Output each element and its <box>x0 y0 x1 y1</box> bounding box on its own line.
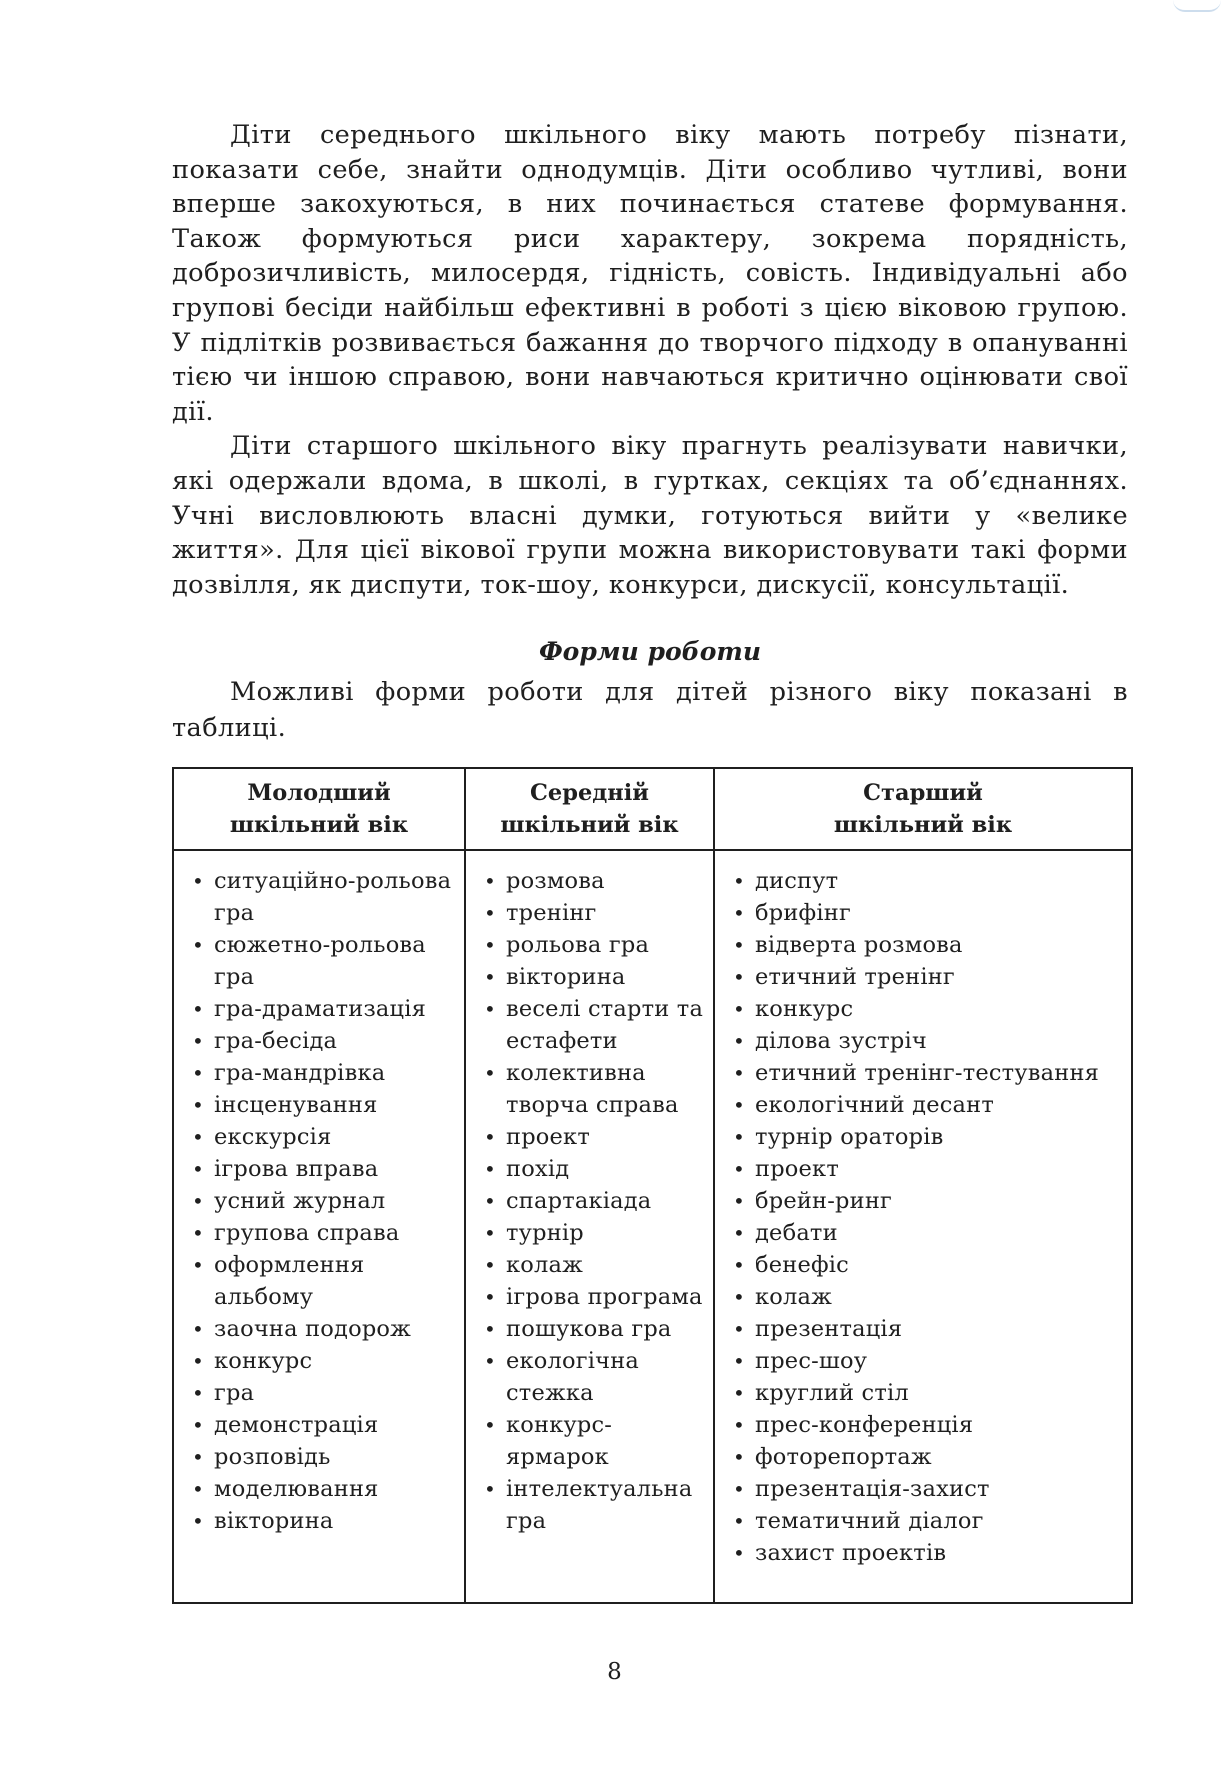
list-item: • відверта розмова <box>733 929 1131 961</box>
middle-forms-list <box>484 865 713 1537</box>
list-item: • пошукова гра <box>484 1313 713 1345</box>
list-item: • фоторепортаж <box>733 1441 1131 1473</box>
list-item: • конкурс <box>733 993 1131 1025</box>
list-item: • ділова зустріч <box>733 1025 1131 1057</box>
list-item: • прес-шоу <box>733 1345 1131 1377</box>
list-item: • розповідь <box>192 1441 464 1473</box>
list-item: • брифінг <box>733 897 1131 929</box>
senior-forms-list <box>733 865 1131 1569</box>
page-number: 8 <box>607 1659 622 1685</box>
list-item: • тренінг <box>484 897 713 929</box>
list-item: • рольова гра <box>484 929 713 961</box>
body-text <box>172 118 1128 602</box>
list-item: • вікторина <box>484 961 713 993</box>
table-row <box>173 850 1132 1603</box>
list-item: • круглий стіл <box>733 1377 1131 1409</box>
list-item: • проект <box>484 1121 713 1153</box>
list-item: • розмова <box>484 865 713 897</box>
list-item: • веселі старти та естафети <box>484 993 713 1057</box>
list-item: • дебати <box>733 1217 1131 1249</box>
column-junior-age <box>173 850 465 1603</box>
list-item: • екологічна стежка <box>484 1345 713 1409</box>
list-item: • екологічний десант <box>733 1089 1131 1121</box>
list-item: • конкурс-ярмарок <box>484 1409 713 1473</box>
section-title: Форми роботи <box>538 637 762 666</box>
list-item: • гра <box>192 1377 464 1409</box>
list-item: • похід <box>484 1153 713 1185</box>
header-senior-age: Старший шкільний вік <box>714 768 1132 850</box>
list-item: • усний журнал <box>192 1185 464 1217</box>
list-item: • ігрова програма <box>484 1281 713 1313</box>
column-middle-age <box>465 850 714 1603</box>
list-item: • ігрова вправа <box>192 1153 464 1185</box>
list-item: • групова справа <box>192 1217 464 1249</box>
list-item: • ситуаційно-рольова гра <box>192 865 464 929</box>
list-item: • турнір <box>484 1217 713 1249</box>
list-item: • колективна творча справа <box>484 1057 713 1121</box>
list-item: • моделювання <box>192 1473 464 1505</box>
list-item: • проект <box>733 1153 1131 1185</box>
list-item: • колаж <box>484 1249 713 1281</box>
list-item: • конкурс <box>192 1345 464 1377</box>
list-item: • спартакіада <box>484 1185 713 1217</box>
header-junior-age: Молодший шкільний вік <box>173 768 465 850</box>
list-item: • оформлення альбому <box>192 1249 464 1313</box>
list-item: • вікторина <box>192 1505 464 1537</box>
list-item: • захист проектів <box>733 1537 1131 1569</box>
header-middle-age: Середній шкільний вік <box>465 768 714 850</box>
list-item: • гра-бесіда <box>192 1025 464 1057</box>
list-item: • турнір ораторів <box>733 1121 1131 1153</box>
list-item: • гра-драматизація <box>192 993 464 1025</box>
paragraph-middle-school-age: Діти середнього шкільного віку мають потребу пізнати, показати себе, знайти однодумців. Діти особливо чутливі, вони вперше закохуються, в них починається статеве формування. Також формуються риси характеру, зокрема порядність, доброзичливість, милосердя, гідність, совість. Індивідуальні або групові бесіди найбільш ефективні в роботі з цією віковою групою. У підлітків розвивається бажання до творчого підходу в опануванні тією чи іншою справою, вони навчаються критично оцінювати свої дії. <box>172 120 1128 427</box>
list-item: • заочна подорож <box>192 1313 464 1345</box>
list-item: • тематичний діалог <box>733 1505 1131 1537</box>
list-item: • сюжетно-рольова гра <box>192 929 464 993</box>
junior-forms-list <box>192 865 464 1537</box>
list-item: • бенефіс <box>733 1249 1131 1281</box>
list-item: • етичний тренінг-тестування <box>733 1057 1131 1089</box>
list-item: • інсценування <box>192 1089 464 1121</box>
table-intro: Можливі форми роботи для дітей різного віку показані в таблиці. <box>172 677 1128 743</box>
table-header-row <box>173 768 1132 850</box>
list-item: • інтелектуальна гра <box>484 1473 713 1537</box>
list-item: • колаж <box>733 1281 1131 1313</box>
list-item: • прес-конференція <box>733 1409 1131 1441</box>
corner-decoration <box>1173 0 1221 12</box>
list-item: • екскурсія <box>192 1121 464 1153</box>
list-item: • гра-мандрівка <box>192 1057 464 1089</box>
list-item: • презентація <box>733 1313 1131 1345</box>
list-item: • диспут <box>733 865 1131 897</box>
list-item: • брейн-ринг <box>733 1185 1131 1217</box>
list-item: • етичний тренінг <box>733 961 1131 993</box>
list-item: • презентація-захист <box>733 1473 1131 1505</box>
forms-table <box>172 767 1133 1604</box>
column-senior-age <box>714 850 1132 1603</box>
list-item: • демонстрація <box>192 1409 464 1441</box>
paragraph-senior-school-age: Діти старшого шкільного віку прагнуть реалізувати навички, які одержали вдома, в школі, в гуртках, секціях та об’єднаннях. Учні висловлюють власні думки, готуються вийти у «велике життя». Для цієї вікової групи можна використовувати такі форми дозвілля, як диспути, ток-шоу, конкурси, дискусії, консультації. <box>172 431 1128 600</box>
